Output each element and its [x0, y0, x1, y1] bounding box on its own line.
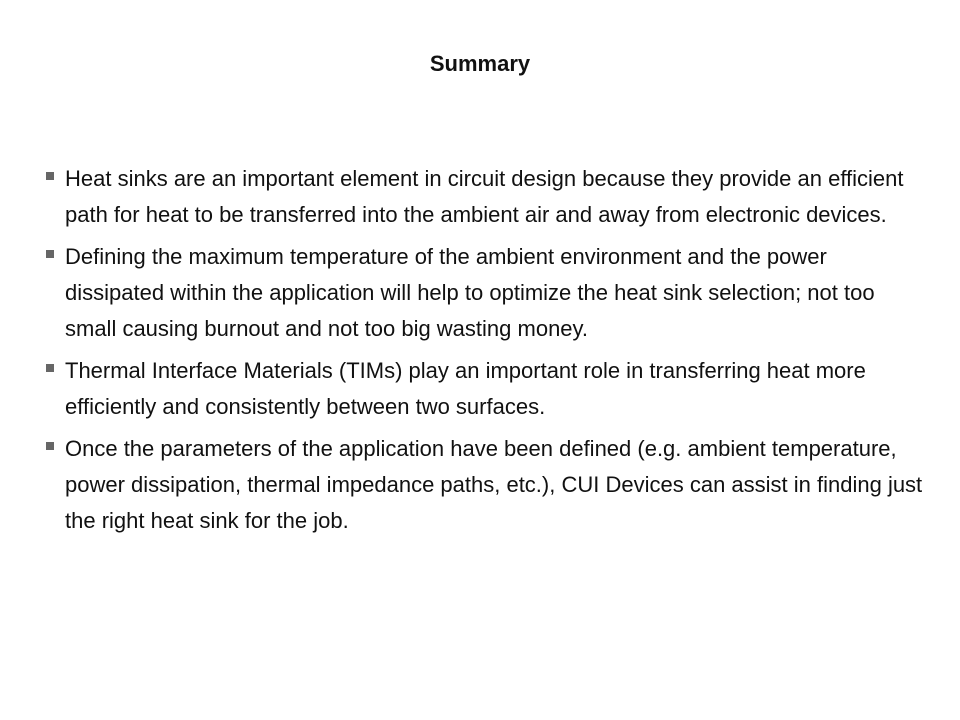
bullet-item	[46, 431, 926, 539]
bullet-text: Heat sinks are an important element in circuit design because they provide an efficient path for heat to be transferred into the ambient air and away from electronic devices.	[65, 166, 904, 227]
bullet-item	[46, 353, 926, 425]
bullet-list	[46, 161, 926, 545]
bullet-text: Thermal Interface Materials (TIMs) play an important role in transferring heat more efficiently and consistently between two surfaces.	[65, 358, 866, 419]
square-bullet-icon	[46, 250, 54, 258]
bullet-text: Defining the maximum temperature of the ambient environment and the power dissipated within the application will help to optimize the heat sink selection; not too small causing burnout and not too big wasting money.	[65, 244, 875, 341]
square-bullet-icon	[46, 364, 54, 372]
square-bullet-icon	[46, 172, 54, 180]
bullet-item	[46, 239, 926, 347]
bullet-item	[46, 161, 926, 233]
square-bullet-icon	[46, 442, 54, 450]
bullet-text: Once the parameters of the application have been defined (e.g. ambient temperature, power dissipation, thermal impedance paths, etc.), CUI Devices can assist in finding just the right heat sink for the job.	[65, 436, 923, 533]
slide-title: Summary	[429, 51, 531, 76]
